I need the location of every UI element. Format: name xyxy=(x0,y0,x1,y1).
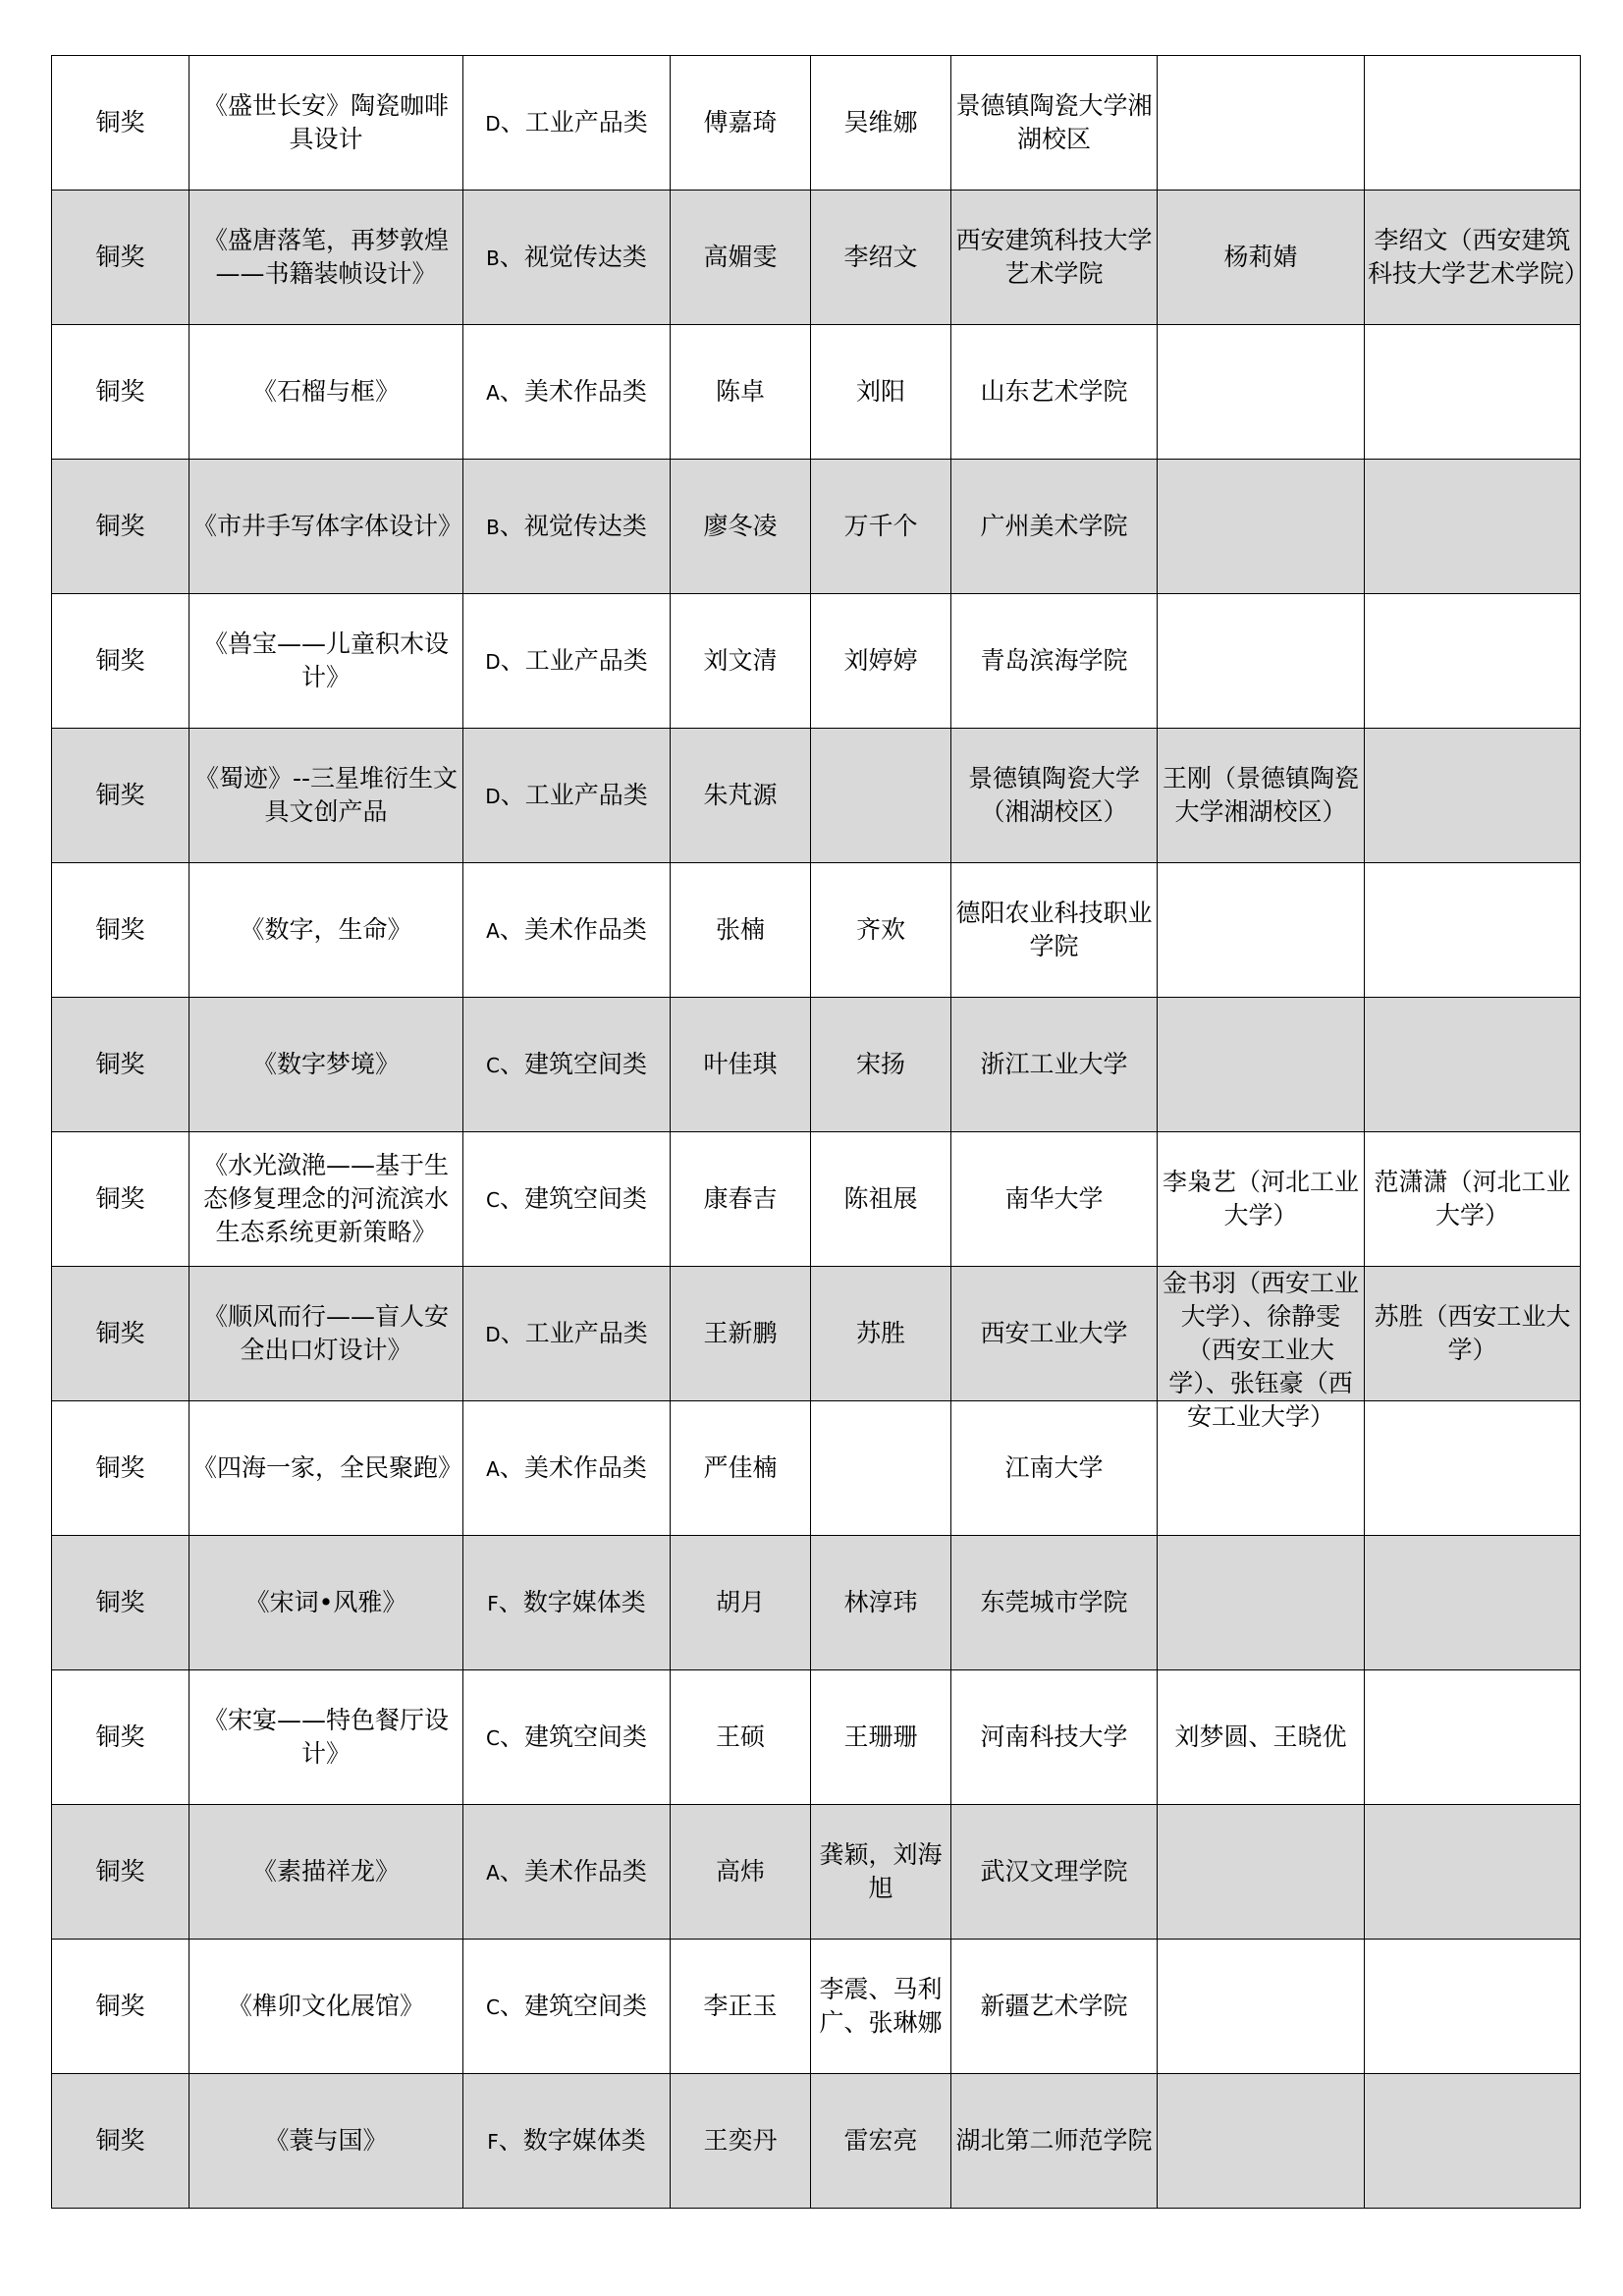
table-body xyxy=(52,56,1590,2209)
category-cell xyxy=(463,1670,671,1805)
category-letter: C xyxy=(486,1995,500,2019)
category-cell xyxy=(463,863,671,998)
category-cell xyxy=(463,1132,671,1267)
author-text: 陈卓 xyxy=(715,377,765,406)
category-letter: C xyxy=(486,1053,500,1077)
category-label: 、建筑空间类 xyxy=(499,1722,647,1751)
award-text: 铜奖 xyxy=(95,1050,145,1078)
school-cell xyxy=(951,1132,1158,1267)
advisor-cell xyxy=(1158,56,1365,191)
advisor-cell xyxy=(1158,1267,1365,1431)
author-cell xyxy=(671,1267,811,1401)
category-label: 、数字媒体类 xyxy=(498,2125,646,2155)
category-letter: F xyxy=(487,2129,499,2154)
table-row xyxy=(52,2074,1581,2209)
member-cell xyxy=(811,460,951,594)
title-text: 《盛世长安》陶瓷咖啡具设计 xyxy=(202,91,449,153)
member-cell xyxy=(811,1670,951,1805)
author-cell xyxy=(671,1132,811,1267)
category-cell xyxy=(463,1401,671,1536)
school-text: 浙江工业大学 xyxy=(980,1050,1128,1078)
award-text: 铜奖 xyxy=(95,108,145,137)
school-cell xyxy=(951,460,1158,594)
category-letter: D xyxy=(485,649,501,674)
title-cell xyxy=(189,594,463,729)
member-cell xyxy=(811,1401,951,1536)
table-row xyxy=(52,1805,1581,1940)
table-row xyxy=(52,729,1581,863)
title-text: 《兽宝——儿童积木设计》 xyxy=(202,629,449,691)
title-cell xyxy=(189,863,463,998)
school-text: 景德镇陶瓷大学湘湖校区 xyxy=(955,91,1153,153)
author-text: 高炜 xyxy=(715,1857,765,1886)
author-text: 傅嘉琦 xyxy=(703,108,778,137)
school-cell xyxy=(951,729,1158,863)
award-cell xyxy=(52,1805,189,1940)
author-cell xyxy=(671,1401,811,1536)
award-text: 铜奖 xyxy=(95,781,145,809)
advisor-cell xyxy=(1158,460,1365,594)
title-cell xyxy=(189,1670,463,1805)
school-cell xyxy=(951,863,1158,998)
member-text: 雷宏亮 xyxy=(843,2126,918,2155)
advisor-cell xyxy=(1158,998,1365,1132)
school-text: 湖北第二师范学院 xyxy=(955,2126,1153,2155)
table-row xyxy=(52,325,1581,460)
advisor-text: 王刚（景德镇陶瓷大学湘湖校区） xyxy=(1162,764,1359,826)
category-label: 、美术作品类 xyxy=(499,1452,647,1482)
category-label: 、建筑空间类 xyxy=(499,1991,647,2020)
category-cell xyxy=(463,594,671,729)
member-text: 李绍文 xyxy=(843,243,918,271)
member-text: 万千个 xyxy=(843,512,918,540)
author-cell xyxy=(671,2074,811,2209)
author-cell xyxy=(671,191,811,325)
school-text: 江南大学 xyxy=(1004,1453,1104,1482)
school-text: 德阳农业科技职业学院 xyxy=(955,899,1153,960)
category-cell xyxy=(463,56,671,191)
table-row xyxy=(52,191,1581,325)
advisor-text: 杨莉婧 xyxy=(1223,243,1298,271)
author-text: 刘文清 xyxy=(703,646,778,675)
category-label: 、工业产品类 xyxy=(500,1318,648,1347)
table-row xyxy=(52,1670,1581,1805)
title-cell xyxy=(189,1401,463,1536)
table-row xyxy=(52,998,1581,1132)
award-cell xyxy=(52,729,189,863)
category-letter: B xyxy=(486,246,500,270)
school-cell xyxy=(951,594,1158,729)
advisor-cell xyxy=(1158,863,1365,998)
advisor2-cell xyxy=(1365,460,1581,594)
advisor2-text: 范潇潇（河北工业大学） xyxy=(1374,1168,1571,1230)
title-text: 《蓑与国》 xyxy=(264,2126,388,2155)
author-text: 严佳楠 xyxy=(703,1453,778,1482)
author-cell xyxy=(671,1805,811,1940)
award-cell xyxy=(52,998,189,1132)
title-cell xyxy=(189,191,463,325)
award-text: 铜奖 xyxy=(95,1857,145,1886)
table-row xyxy=(52,1940,1581,2074)
category-letter: A xyxy=(486,918,500,943)
title-text: 《石榴与框》 xyxy=(251,377,400,406)
author-text: 王硕 xyxy=(715,1722,765,1751)
title-text: 《水光潋滟——基于生态修复理念的河流滨水生态系统更新策略》 xyxy=(202,1151,449,1246)
author-text: 高媚雯 xyxy=(703,243,778,271)
school-text: 景德镇陶瓷大学（湘湖校区） xyxy=(967,764,1140,826)
award-cell xyxy=(52,1940,189,2074)
award-cell xyxy=(52,594,189,729)
advisor-cell xyxy=(1158,1132,1365,1267)
advisor2-cell xyxy=(1365,729,1581,863)
advisor2-cell xyxy=(1365,2074,1581,2209)
school-text: 新疆艺术学院 xyxy=(980,1992,1128,2020)
category-letter: D xyxy=(485,784,501,808)
school-text: 河南科技大学 xyxy=(980,1722,1128,1751)
advisor-cell xyxy=(1158,729,1365,863)
category-label: 、建筑空间类 xyxy=(499,1049,647,1078)
category-cell xyxy=(463,998,671,1132)
member-cell xyxy=(811,863,951,998)
advisor2-cell xyxy=(1365,998,1581,1132)
author-text: 叶佳琪 xyxy=(703,1050,778,1078)
title-cell xyxy=(189,325,463,460)
member-text: 吴维娜 xyxy=(843,108,918,137)
table-row xyxy=(52,863,1581,998)
member-cell xyxy=(811,1267,951,1401)
member-text: 苏胜 xyxy=(855,1319,905,1347)
advisor2-cell xyxy=(1365,191,1590,325)
title-text: 《宋词•风雅》 xyxy=(244,1588,407,1616)
school-cell xyxy=(951,1805,1158,1940)
advisor-cell xyxy=(1158,1805,1365,1940)
advisor2-cell xyxy=(1365,1670,1581,1805)
member-text: 林淳玮 xyxy=(843,1588,918,1616)
advisor2-cell xyxy=(1365,1132,1581,1267)
category-letter: A xyxy=(486,1456,500,1481)
school-text: 西安工业大学 xyxy=(980,1319,1128,1347)
author-cell xyxy=(671,863,811,998)
member-cell xyxy=(811,1132,951,1267)
advisor-text: 李枭艺（河北工业大学） xyxy=(1162,1168,1359,1230)
advisor2-cell xyxy=(1365,56,1581,191)
member-cell xyxy=(811,56,951,191)
school-cell xyxy=(951,1267,1158,1401)
category-label: 、视觉传达类 xyxy=(499,242,647,271)
author-cell xyxy=(671,460,811,594)
category-cell xyxy=(463,729,671,863)
award-text: 铜奖 xyxy=(95,243,145,271)
advisor-cell xyxy=(1158,1536,1365,1670)
category-label: 、视觉传达类 xyxy=(499,511,647,540)
school-text: 武汉文理学院 xyxy=(980,1857,1128,1886)
category-letter: D xyxy=(485,111,501,136)
advisor-cell xyxy=(1158,594,1365,729)
advisor-text: 刘梦圆、王晓优 xyxy=(1174,1722,1347,1751)
advisor2-cell xyxy=(1365,1401,1581,1536)
table-row xyxy=(52,460,1581,594)
award-cell xyxy=(52,1670,189,1805)
advisor-cell xyxy=(1158,1670,1365,1805)
category-label: 、工业产品类 xyxy=(500,107,648,137)
category-label: 、数字媒体类 xyxy=(498,1587,646,1616)
award-text: 铜奖 xyxy=(95,1722,145,1751)
member-text: 宋扬 xyxy=(855,1050,905,1078)
school-cell xyxy=(951,1940,1158,2074)
school-cell xyxy=(951,1401,1158,1536)
member-cell xyxy=(811,998,951,1132)
author-text: 王新鹏 xyxy=(703,1319,778,1347)
author-cell xyxy=(671,1670,811,1805)
category-cell xyxy=(463,460,671,594)
title-text: 《素描祥龙》 xyxy=(251,1857,400,1886)
title-text: 《蜀迹》--三星堆衍生文具文创产品 xyxy=(193,764,459,826)
category-cell xyxy=(463,1940,671,2074)
member-text: 刘婷婷 xyxy=(843,646,918,675)
member-cell xyxy=(811,594,951,729)
advisor-cell xyxy=(1158,191,1365,325)
title-cell xyxy=(189,1132,463,1267)
award-text: 铜奖 xyxy=(95,512,145,540)
category-label: 、美术作品类 xyxy=(499,914,647,944)
author-text: 朱芃源 xyxy=(703,781,778,809)
awards-table xyxy=(51,55,1590,2209)
category-cell xyxy=(463,191,671,325)
member-cell xyxy=(811,729,951,863)
school-text: 东莞城市学院 xyxy=(980,1588,1128,1616)
table-row xyxy=(52,1536,1581,1670)
title-text: 《顺风而行——盲人安全出口灯设计》 xyxy=(202,1302,449,1364)
table-row xyxy=(52,594,1581,729)
category-label: 、美术作品类 xyxy=(499,1856,647,1886)
advisor-cell xyxy=(1158,325,1365,460)
award-cell xyxy=(52,325,189,460)
title-cell xyxy=(189,1267,463,1401)
school-cell xyxy=(951,2074,1158,2209)
member-cell xyxy=(811,1536,951,1670)
award-text: 铜奖 xyxy=(95,377,145,406)
title-text: 《数字，生命》 xyxy=(240,915,412,944)
author-cell xyxy=(671,1940,811,2074)
title-cell xyxy=(189,460,463,594)
school-text: 青岛滨海学院 xyxy=(980,646,1128,675)
author-text: 康春吉 xyxy=(703,1184,778,1213)
award-cell xyxy=(52,1267,189,1401)
table-row xyxy=(52,1401,1581,1536)
category-cell xyxy=(463,1805,671,1940)
member-cell xyxy=(811,1940,951,2074)
author-cell xyxy=(671,594,811,729)
member-text: 李震、马利广、张琳娜 xyxy=(819,1975,943,2037)
category-letter: A xyxy=(486,1860,500,1885)
category-letter: C xyxy=(486,1187,500,1212)
author-cell xyxy=(671,1536,811,1670)
category-label: 、工业产品类 xyxy=(500,780,648,809)
table-row xyxy=(52,1132,1581,1267)
category-letter: D xyxy=(485,1322,501,1346)
member-cell xyxy=(811,191,951,325)
author-cell xyxy=(671,998,811,1132)
member-text: 刘阳 xyxy=(855,377,905,406)
category-letter: C xyxy=(486,1725,500,1750)
advisor2-cell xyxy=(1365,325,1581,460)
award-text: 铜奖 xyxy=(95,646,145,675)
member-cell xyxy=(811,2074,951,2209)
advisor-text: 金书羽（西安工业大学）、徐静雯（西安工业大学）、张钰豪（西安工业大学） xyxy=(1162,1269,1359,1431)
title-text: 《宋宴——特色餐厅设计》 xyxy=(202,1706,449,1768)
category-cell xyxy=(463,2074,671,2209)
author-cell xyxy=(671,729,811,863)
author-text: 张楠 xyxy=(715,915,765,944)
award-cell xyxy=(52,191,189,325)
school-text: 南华大学 xyxy=(1004,1184,1104,1213)
author-text: 王奕丹 xyxy=(703,2126,778,2155)
advisor2-text: 李绍文（西安建筑科技大学艺术学院） xyxy=(1368,226,1590,288)
award-text: 铜奖 xyxy=(95,915,145,944)
category-label: 、建筑空间类 xyxy=(499,1183,647,1213)
award-cell xyxy=(52,56,189,191)
advisor2-cell xyxy=(1365,1536,1581,1670)
member-text: 王珊珊 xyxy=(843,1722,918,1751)
school-cell xyxy=(951,1536,1158,1670)
school-text: 广州美术学院 xyxy=(980,512,1128,540)
title-text: 《数字梦境》 xyxy=(251,1050,400,1078)
advisor2-cell xyxy=(1365,1940,1581,2074)
title-text: 《市井手写体字体设计》 xyxy=(192,512,463,540)
award-text: 铜奖 xyxy=(95,1184,145,1213)
member-text: 齐欢 xyxy=(855,915,905,944)
title-cell xyxy=(189,1940,463,2074)
member-text: 陈祖展 xyxy=(843,1184,918,1213)
award-text: 铜奖 xyxy=(95,1453,145,1482)
author-cell xyxy=(671,325,811,460)
member-text: 龚颖，刘海旭 xyxy=(819,1840,943,1902)
award-cell xyxy=(52,460,189,594)
advisor-cell xyxy=(1158,1940,1365,2074)
title-cell xyxy=(189,729,463,863)
title-text: 《榫卯文化展馆》 xyxy=(227,1992,424,2020)
award-text: 铜奖 xyxy=(95,2126,145,2155)
award-cell xyxy=(52,2074,189,2209)
school-text: 山东艺术学院 xyxy=(980,377,1128,406)
award-text: 铜奖 xyxy=(95,1588,145,1616)
advisor2-cell xyxy=(1365,1805,1581,1940)
author-cell xyxy=(671,56,811,191)
title-cell xyxy=(189,2074,463,2209)
advisor-cell xyxy=(1158,2074,1365,2209)
author-text: 李正玉 xyxy=(703,1992,778,2020)
member-cell xyxy=(811,325,951,460)
school-cell xyxy=(951,998,1158,1132)
category-letter: A xyxy=(486,380,500,405)
category-label: 、美术作品类 xyxy=(499,376,647,406)
table-row xyxy=(52,1267,1581,1401)
advisor2-cell xyxy=(1365,594,1581,729)
school-cell xyxy=(951,56,1158,191)
category-label: 、工业产品类 xyxy=(500,645,648,675)
school-cell xyxy=(951,191,1158,325)
title-cell xyxy=(189,1536,463,1670)
award-cell xyxy=(52,1536,189,1670)
award-text: 铜奖 xyxy=(95,1319,145,1347)
school-cell xyxy=(951,325,1158,460)
author-text: 胡月 xyxy=(715,1588,765,1616)
category-cell xyxy=(463,1536,671,1670)
school-cell xyxy=(951,1670,1158,1805)
advisor2-cell xyxy=(1365,863,1581,998)
award-cell xyxy=(52,863,189,998)
advisor2-cell xyxy=(1365,1267,1581,1401)
category-cell xyxy=(463,325,671,460)
member-cell xyxy=(811,1805,951,1940)
title-text: 《四海一家，全民聚跑》 xyxy=(192,1453,463,1482)
award-text: 铜奖 xyxy=(95,1992,145,2020)
award-cell xyxy=(52,1132,189,1267)
category-letter: F xyxy=(487,1591,499,1615)
category-cell xyxy=(463,1267,671,1401)
award-cell xyxy=(52,1401,189,1536)
category-letter: B xyxy=(486,515,500,539)
title-text: 《盛唐落笔，再梦敦煌——书籍装帧设计》 xyxy=(202,226,449,288)
title-cell xyxy=(189,1805,463,1940)
advisor2-text: 苏胜（西安工业大学） xyxy=(1374,1302,1571,1364)
title-cell xyxy=(189,998,463,1132)
table-row xyxy=(52,56,1581,191)
author-text: 廖冬凌 xyxy=(703,512,778,540)
title-cell xyxy=(189,56,463,191)
school-text: 西安建筑科技大学艺术学院 xyxy=(955,226,1153,288)
